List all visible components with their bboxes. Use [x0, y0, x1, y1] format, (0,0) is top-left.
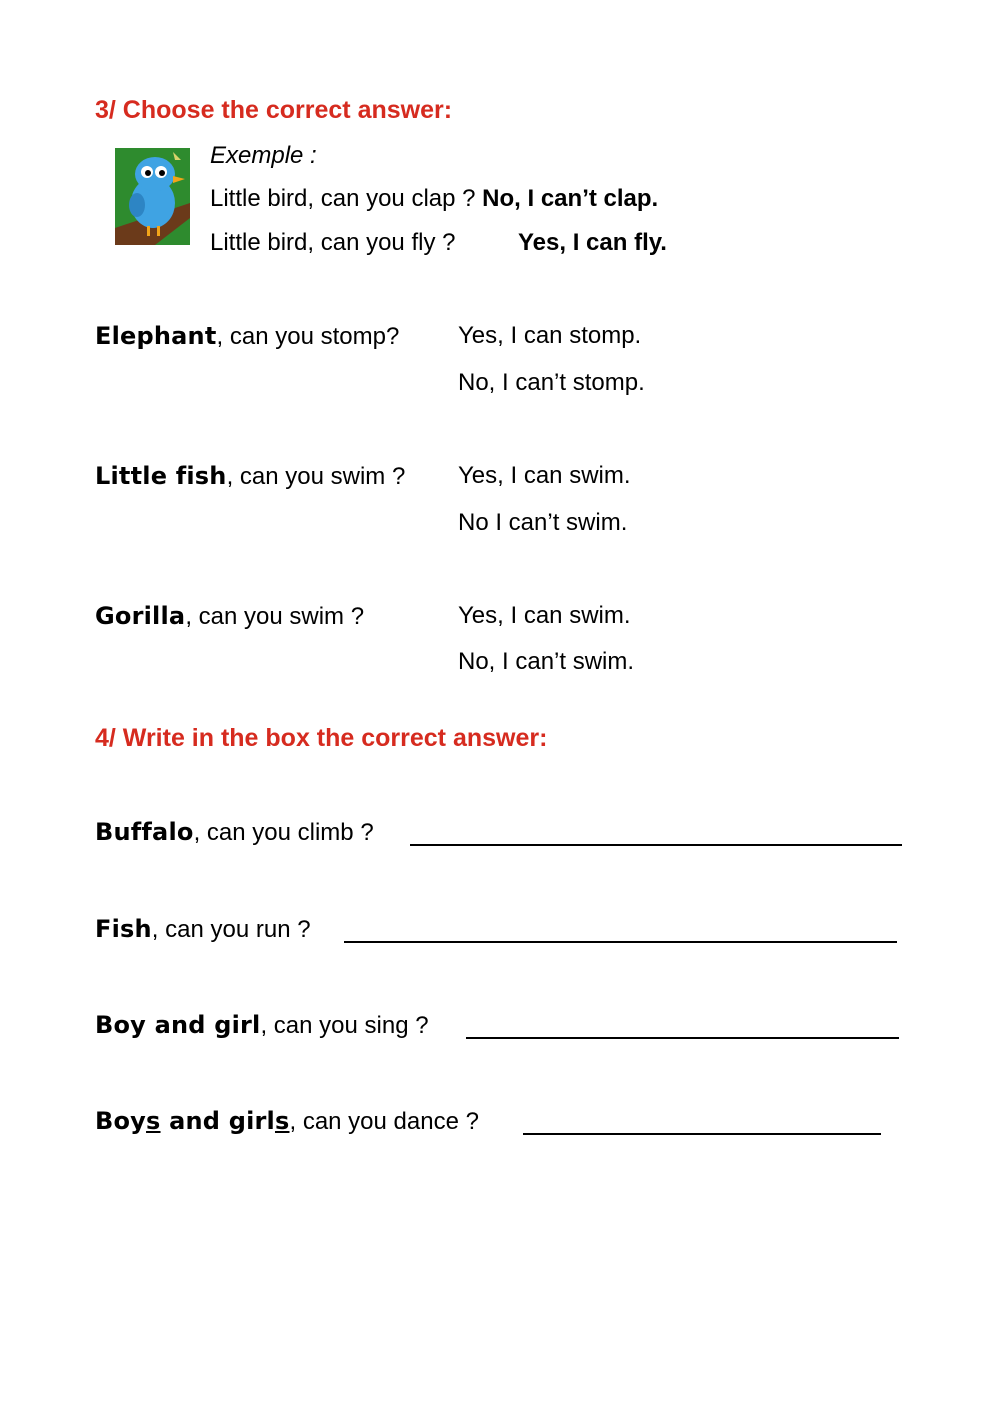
question-elephant — [95, 322, 399, 351]
question-boy-and-girl — [95, 1011, 429, 1040]
example-question-1: Little bird, can you clap ? — [210, 185, 476, 212]
example-answer-2: Yes, I can fly. — [518, 229, 667, 256]
subject-part: Boy — [95, 1107, 147, 1135]
question-text: , can you stomp? — [216, 323, 400, 350]
example-question-2: Little bird, can you fly ? — [210, 229, 456, 256]
option-yes-little-fish[interactable]: Yes, I can swim. — [458, 462, 631, 489]
subject-boy-and-girl: Boy and girl — [95, 1011, 261, 1039]
answer-input-fish[interactable] — [344, 941, 897, 943]
option-no-little-fish[interactable]: No I can’t swim. — [458, 509, 628, 536]
question-boys-and-girls — [95, 1107, 479, 1136]
example-line-1 — [210, 185, 658, 213]
plural-s-underlined: s — [274, 1107, 290, 1135]
answer-input-buffalo[interactable] — [410, 844, 902, 846]
subject-little-fish: Little fish — [95, 462, 227, 490]
answer-input-boys-and-girls[interactable] — [523, 1133, 881, 1135]
question-fish — [95, 915, 311, 944]
subject-boys-and-girls — [95, 1107, 289, 1135]
option-no-elephant[interactable]: No, I can’t stomp. — [458, 369, 645, 396]
subject-fish: Fish — [95, 915, 152, 943]
question-text: , can you climb ? — [193, 819, 374, 846]
question-text: , can you dance ? — [289, 1108, 479, 1135]
option-no-gorilla[interactable]: No, I can’t swim. — [458, 648, 635, 675]
subject-elephant: Elephant — [95, 322, 217, 350]
subject-part: and girl — [160, 1107, 275, 1135]
example-label: Exemple : — [210, 142, 317, 169]
section-3-heading: 3/ Choose the correct answer: — [95, 96, 453, 124]
subject-gorilla: Gorilla — [95, 602, 186, 630]
question-text: , can you run ? — [151, 916, 311, 943]
question-buffalo — [95, 818, 374, 847]
question-gorilla — [95, 602, 364, 631]
question-text: , can you sing ? — [260, 1012, 429, 1039]
subject-buffalo: Buffalo — [95, 818, 194, 846]
plural-s-underlined: s — [146, 1107, 161, 1135]
bird-image — [115, 148, 190, 245]
question-text: , can you swim ? — [185, 603, 365, 630]
example-answer-1: No, I can’t clap. — [482, 185, 659, 212]
question-little-fish — [95, 462, 405, 491]
option-yes-elephant[interactable]: Yes, I can stomp. — [458, 322, 642, 349]
answer-input-boy-and-girl[interactable] — [466, 1037, 899, 1039]
option-yes-gorilla[interactable]: Yes, I can swim. — [458, 602, 631, 629]
example-line-2 — [210, 229, 455, 257]
question-text: , can you swim ? — [226, 463, 406, 490]
section-4-heading: 4/ Write in the box the correct answer: — [95, 724, 548, 752]
